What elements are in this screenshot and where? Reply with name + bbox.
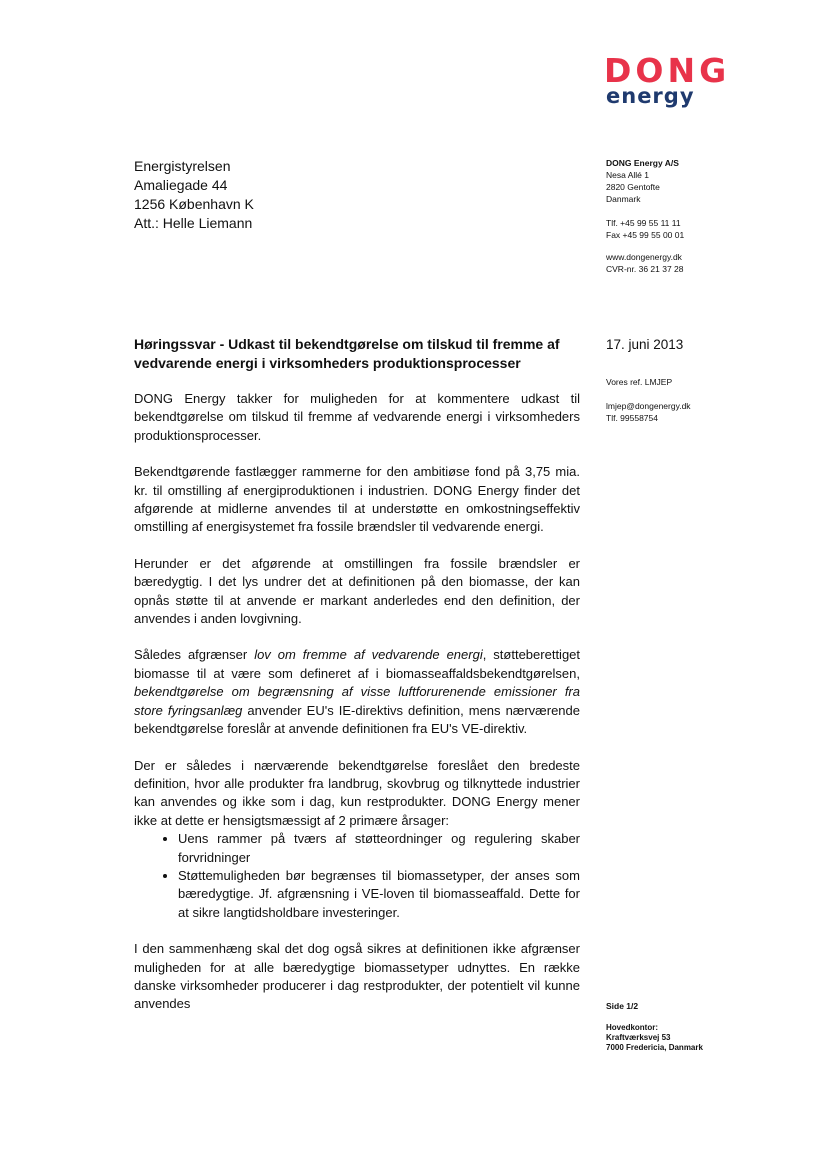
company-logo	[604, 51, 764, 114]
recipient-line: Att.: Helle Liemann	[134, 215, 253, 231]
paragraph: DONG Energy takker for muligheden for at kommentere udkast til bekendtgørelse om tilskud til fremme af vedvarende energi i virksomheders produktionsprocesser.	[134, 391, 580, 443]
sender-address-line: 2820 Gentofte	[606, 182, 660, 192]
sender-company: DONG Energy A/S	[606, 158, 679, 168]
list-item: • Støttemuligheden bør begrænses til biomassetyper, der anses som bæredygtige. Jf. afgrænsning i VE-loven til biomasseaffald. Dette for at sikre langtidsholdbare investeringer.	[178, 867, 580, 922]
sender-info	[606, 157, 806, 275]
recipient-line: Amaliegade 44	[134, 177, 228, 193]
sender-address-line: Danmark	[606, 194, 641, 204]
page-number: Side 1/2	[606, 1001, 639, 1011]
paragraph: Således afgrænser lov om fremme af vedvarende energi, støtteberettiget biomasse til at være som defineret af i biomasseaffaldsbekendtgørelsen, bekendtgørelse om begrænsning af visse luftforurenende emissioner fra store fyringsanlæg anvender EU's IE-direktivs definition, mens nærværende bekendtgørelse foreslår at anvende definitionen fra EU's VE-direktiv.	[134, 647, 581, 737]
hq-city: 7000 Fredericia, Danmark	[606, 1043, 703, 1052]
page-footer	[606, 1001, 806, 1053]
reference-id: Vores ref. LMJEP	[606, 377, 673, 387]
hq-street: Kraftværksvej 53	[606, 1033, 671, 1042]
letter-subject: Høringssvar - Udkast til bekendtgørelse om tilskud til fremme af vedvarende energi i virksomheders produktionsprocesser	[134, 336, 560, 371]
sender-fax: Fax +45 99 55 00 01	[606, 230, 685, 240]
regulation-reference: bekendtgørelse om begrænsning af visse luftforurenende emissioner fra store fyringsanlæg	[134, 684, 580, 718]
recipient-address	[134, 157, 254, 233]
sender-address-line: Nesa Allé 1	[606, 170, 649, 180]
sender-phone: Tlf. +45 99 55 11 11	[606, 218, 681, 228]
recipient-line: Energistyrelsen	[134, 158, 231, 174]
hq-label: Hovedkontor:	[606, 1023, 658, 1032]
sender-cvr: CVR-nr. 36 21 37 28	[606, 264, 684, 274]
logo-word-energy: energy	[606, 84, 695, 108]
reference-email: lmjep@dongenergy.dk	[606, 401, 691, 411]
list-item: • Uens rammer på tværs af støtteordninger og regulering skaber forvridninger	[178, 830, 580, 867]
law-reference: lov om fremme af vedvarende energi	[254, 647, 483, 663]
bullet-list	[134, 830, 580, 922]
paragraph: Der er således i nærværende bekendtgørelse foreslået den bredeste definition, hvor alle produkter fra landbrug, skovbrug og tilknyttede industrier kan anvendes og ikke som i dag, kun restprodukter. DONG Energy mener ikke at dette er hensigtsmæssigt af 2 primære årsager:	[134, 757, 580, 828]
paragraph: I den sammenhæng skal det dog også sikres at definitionen ikke afgrænser muligheden for at alle bæredygtige biomassetyper udnyttes. En række danske virksomheder producerer i dag restprodukter, der potentielt vil kunne anvendes	[134, 941, 580, 1012]
recipient-line: 1256 København K	[134, 196, 254, 212]
paragraph: Herunder er det afgørende at omstillingen fra fossile brændsler er bæredygtig. I det lys undrer det at definitionen på den biomasse, der kan opnås støtte til at anvende er markant anderledes end den definition, der anvendes i anden lovgivning.	[134, 555, 580, 627]
logo-word-dong: DONG	[604, 51, 731, 90]
paragraph: Bekendtgørende fastlægger rammerne for den ambitiøse fond på 3,75 mia. kr. til omstilling af energiproduktionen i industrien. DONG Energy finder det afgørende at midlerne anvendes til at understøtte en omkostningseffektiv omstilling af energisystemet fra fossile brændsler til vedvarende energi.	[134, 464, 580, 535]
sender-website: www.dongenergy.dk	[606, 252, 682, 262]
reference-phone: Tlf. 99558754	[606, 413, 658, 423]
reference-info	[606, 376, 806, 424]
letter-body	[134, 390, 580, 1032]
letter-date: 17. juni 2013	[606, 337, 684, 352]
